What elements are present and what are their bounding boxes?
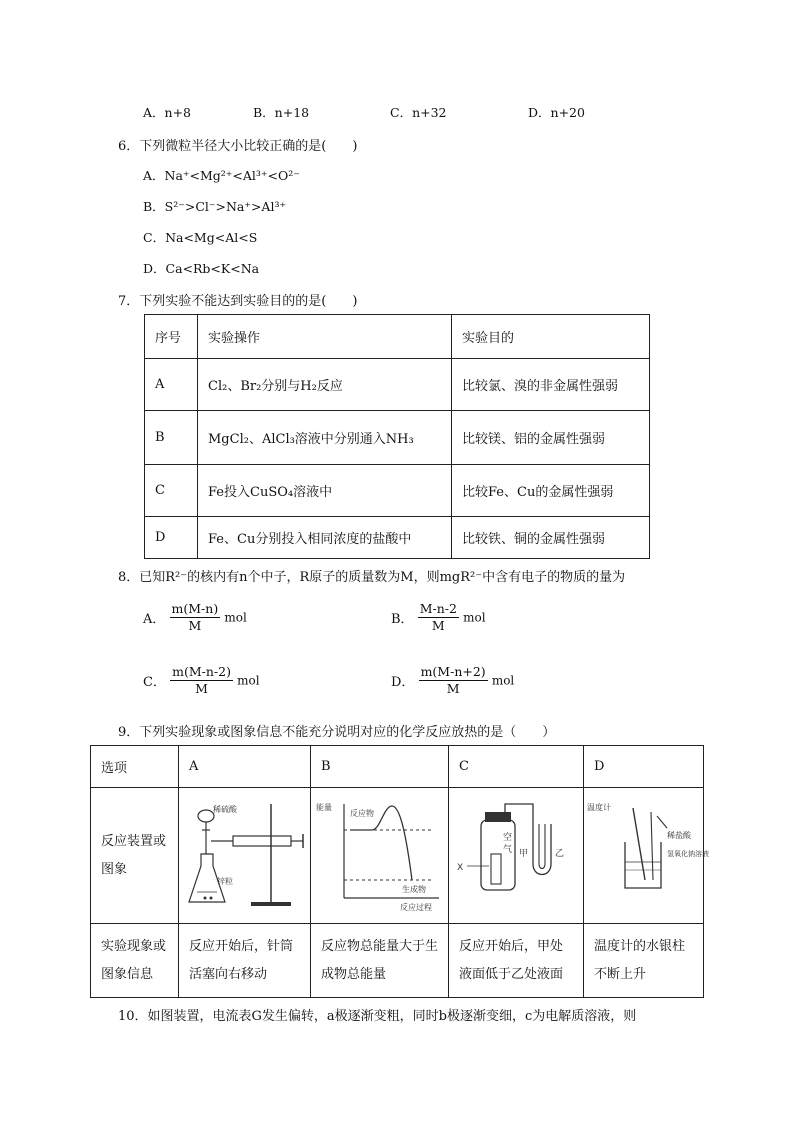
q9-phenomenon-d: 温度计的水银柱不断上升 <box>584 924 704 998</box>
fig-a-label-zinc: 锌粒 <box>216 876 233 886</box>
q7-row-b-index: B <box>145 411 198 465</box>
q9-header-option: 选项 <box>91 746 179 788</box>
fraction-denominator: M <box>446 681 460 696</box>
q7-row-b-purpose: 比较镁、铝的金属性强弱 <box>452 411 650 465</box>
q5-option-a: A．n+8 <box>143 105 192 120</box>
q7-row-c-operation: Fe投入CuSO₄溶液中 <box>198 465 452 517</box>
q8-option-c-label: C． <box>143 675 166 690</box>
fraction-numerator: m(M-n+2) <box>420 664 486 679</box>
q8-option-d-fraction <box>419 664 488 697</box>
q9-header-d: D <box>584 746 704 788</box>
u-tube-apparatus-figure <box>451 794 581 914</box>
q7-stem: 7．下列实验不能达到实验目的的是( ) <box>118 294 358 309</box>
fraction-denominator: M <box>195 681 208 696</box>
q8-option-a-fraction <box>170 601 221 634</box>
q9-figure-b-cell <box>311 788 449 924</box>
q6-option-d: D．Ca<Rb<K<Na <box>143 261 260 276</box>
fraction-denominator: M <box>188 618 202 633</box>
fig-a-label-acid: 稀硫酸 <box>212 804 237 814</box>
fig-b-product: 生成物 <box>401 884 426 894</box>
q9-header-b: B <box>311 746 449 788</box>
q8-option-a <box>143 601 247 634</box>
q9-row1-label: 反应装置或图象 <box>91 788 179 924</box>
q9-stem: 9．下列实验现象或图象信息不能充分说明对应的化学反应放热的是（ ） <box>118 725 556 740</box>
q8-option-c <box>143 664 260 697</box>
fig-d-acid: 稀盐酸 <box>666 830 691 840</box>
q8-option-b-label: B． <box>391 612 414 627</box>
q8-option-c-unit: mol <box>237 673 260 688</box>
q6-stem: 6．下列微粒半径大小比较正确的是( ) <box>118 139 358 154</box>
q6-option-b: B．S²⁻>Cl⁻>Na⁺>Al³⁺ <box>143 199 287 214</box>
q8-option-b-unit: mol <box>463 610 486 625</box>
fig-c-label-air2: 气 <box>503 844 513 855</box>
table-row <box>145 359 650 411</box>
q7-row-a-purpose: 比较氯、溴的非金属性强弱 <box>452 359 650 411</box>
q9-header-c: C <box>449 746 584 788</box>
q5-option-b: B．n+18 <box>253 105 310 120</box>
q5-option-d: D．n+20 <box>528 105 585 120</box>
fraction-numerator: m(M-n) <box>171 601 219 616</box>
zinc-acid-syringe-figure <box>181 794 309 914</box>
q10-stem: 10．如图装置，电流表G发生偏转，a极逐渐变粗，同时b极逐渐变细，c为电解质溶液，则 <box>118 1009 637 1024</box>
q8-option-d-unit: mol <box>491 673 515 688</box>
q8-option-b-fraction <box>418 601 459 634</box>
q7-row-d-operation: Fe、Cu分别投入相同浓度的盐酸中 <box>198 517 452 559</box>
q7-header-purpose: 实验目的 <box>452 315 650 359</box>
q8-option-a-unit: mol <box>224 610 247 625</box>
q9-figure-d-cell <box>584 788 709 924</box>
fig-b-xlabel: 反应过程 <box>399 902 432 912</box>
fig-b-ylabel: 能量 <box>315 802 332 812</box>
q7-row-c-purpose: 比较Fe、Cu的金属性强弱 <box>452 465 650 517</box>
q9-table <box>90 745 709 998</box>
q7-table-header-row <box>145 315 650 359</box>
fig-c-label-jia: 甲 <box>519 848 529 859</box>
energy-diagram-figure <box>314 794 446 914</box>
q8-stem: 8．已知R²⁻的核内有n个中子，R原子的质量数为M，则mgR²⁻中含有电子的物质的量为 <box>118 570 626 585</box>
q8-option-a-label: A． <box>143 612 166 627</box>
q9-figure-c-cell <box>449 788 584 924</box>
fig-c-label-air: 空 <box>503 832 513 843</box>
fig-c-label-x: X <box>457 862 464 873</box>
fig-b-reactant: 反应物 <box>349 808 374 818</box>
q9-phenomenon-c: 反应开始后，甲处液面低于乙处液面 <box>449 924 584 998</box>
q7-table <box>144 314 650 559</box>
q7-row-a-operation: Cl₂、Br₂分别与H₂反应 <box>198 359 452 411</box>
table-row <box>145 411 650 465</box>
q5-option-c: C．n+32 <box>390 105 447 120</box>
q7-row-d-index: D <box>145 517 198 559</box>
q7-row-c-index: C <box>145 465 198 517</box>
q9-phenomena-row <box>91 924 704 998</box>
fraction-numerator: m(M-n-2) <box>172 664 231 679</box>
q6-option-c: C．Na<Mg<Al<S <box>143 230 258 245</box>
q8-option-d-label: D． <box>391 675 415 690</box>
fraction-numerator: M-n-2 <box>419 601 457 616</box>
q9-figure-row <box>91 788 704 924</box>
thermometer-beaker-figure <box>585 794 709 914</box>
q7-row-a-index: A <box>145 359 198 411</box>
q9-figure-a-cell <box>179 788 311 924</box>
table-row <box>145 465 650 517</box>
q9-header-row <box>91 746 704 788</box>
q9-header-a: A <box>179 746 311 788</box>
fig-d-thermo: 温度计 <box>586 802 611 812</box>
q7-row-b-operation: MgCl₂、AlCl₃溶液中分别通入NH₃ <box>198 411 452 465</box>
q7-header-operation: 实验操作 <box>198 315 452 359</box>
table-row <box>145 517 650 559</box>
q9-phenomenon-b: 反应物总能量大于生成物总能量 <box>311 924 449 998</box>
q7-row-d-purpose: 比较铁、铜的金属性强弱 <box>452 517 650 559</box>
fraction-denominator: M <box>431 618 445 633</box>
fig-c-label-yi: 乙 <box>555 848 565 859</box>
q9-row2-label: 实验现象或图象信息 <box>91 924 179 998</box>
q9-phenomenon-a: 反应开始后，针筒活塞向右移动 <box>179 924 311 998</box>
fig-d-base: 氢氧化钠溶液 <box>666 849 709 858</box>
q6-option-a: A．Na⁺<Mg²⁺<Al³⁺<O²⁻ <box>143 168 300 183</box>
q8-option-b <box>391 601 486 634</box>
q7-header-index: 序号 <box>145 315 198 359</box>
q8-option-c-fraction <box>170 664 233 697</box>
q8-option-d <box>391 664 514 697</box>
